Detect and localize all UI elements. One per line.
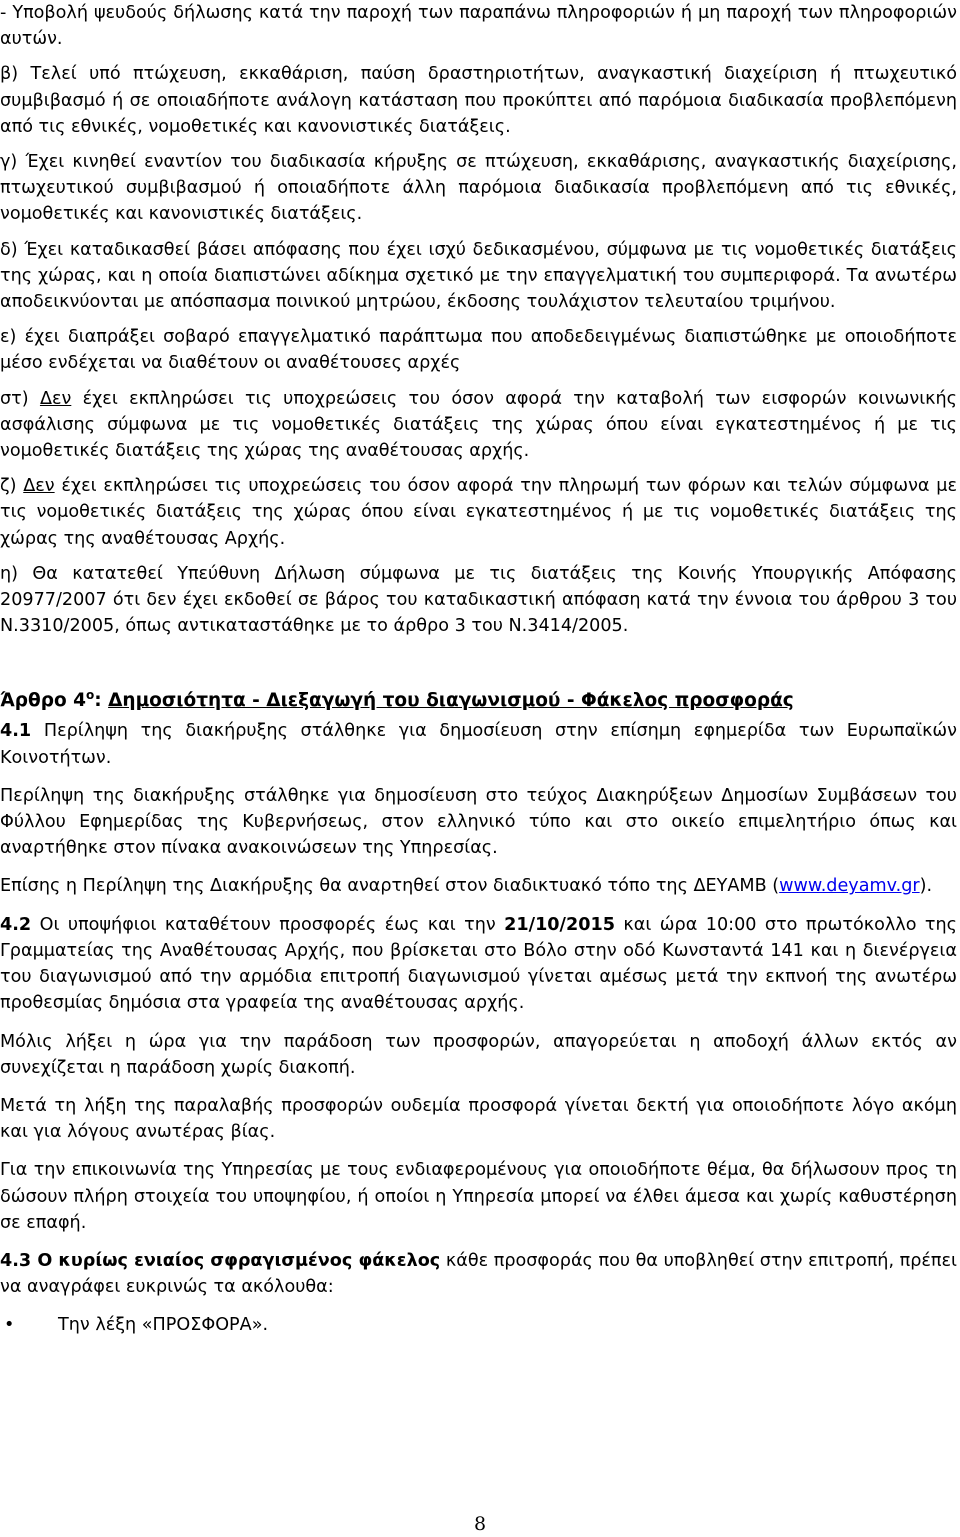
article-superscript: ο (85, 688, 95, 703)
paragraph-b: β) Τελεί υπό πτώχευση, εκκαθάριση, παύση δραστηριοτήτων, αναγκαστική διαχείριση ή πτωχευτικό συμβιβασμό ή σε οποιαδήποτε ανάλογη κατάσταση που προκύπτει από παρόμοια διαδικασία προβλεπόμενη από τις εθνικές, νομοθετικές και κανονιστικές διατάξεις. (0, 64, 957, 137)
paragraph-st-prefix: στ) (0, 388, 40, 409)
section-4-1-paragraph-3 (0, 873, 957, 899)
paragraph-z-prefix: ζ) (0, 476, 24, 497)
paragraph-z-underlined: Δεν (23, 476, 55, 497)
paragraph-d: δ) Έχει καταδικασθεί βάσει απόφασης που έχει ισχύ δεδικασμένου, σύμφωνα με τις νομοθετικές διατάξεις της χώρας, και η οποία διαπιστώνει αδίκημα σχετικό με την επαγγελματική του συμπεριφορά. Τα ανωτέρω αποδεικνύονται με απόσπασμα ποινικού μητρώου, έκδοσης τουλάχιστον τελευταίου τριμήνου. (0, 239, 957, 313)
paragraph-z-rest: έχει εκπληρώσει τις υποχρεώσεις του όσον αφορά την πληρωμή των φόρων και τελών σύμφωνα με τις νομοθετικές διατάξεις της χώρας όπου είναι εγκατεστημένος ή με τις νομοθετικές διατάξεις της χώρας της αναθέτουσας Αρχής. (0, 476, 958, 549)
section-4-1-paragraph-1 (0, 718, 957, 770)
article-prefix: Άρθρο 4 (0, 690, 86, 712)
submission-deadline-date: 21/10/2015 (504, 914, 615, 935)
section-4-2-paragraph-4: Για την επικοινωνία της Υπηρεσίας με τους ενδιαφερομένους για οποιοδήποτε θέμα, θα δήλωσουν προς τη δώσουν πλήρη στοιχεία του υποψηφίου, ή οποίοι η Υπηρεσία μπορεί να έλθει άμεσα και χωρίς καθυστέρηση σε επαφή. (0, 1160, 957, 1233)
section-4-3-text: κάθε προσφοράς που θα υποβληθεί στην επιτροπή, πρέπει να αναγράφει ευκρινώς τα ακόλουθα: (0, 1250, 957, 1298)
section-4-1-paragraph-2: Περίληψη της διακήρυξης στάλθηκε για δημοσίευση στο τεύχος Διακηρύξεων Δημοσίων Συμβάσεων του Φύλλου Εφημερίδας της Κυβερνήσεως, στον ελληνικό τύπο και στο οικείο επιμελητήριο όπως και αναρτήθηκε στον πίνακα ανακοινώσεων της Υπηρεσίας. (0, 785, 957, 859)
section-4-2-paragraph-1 (0, 912, 957, 1017)
paragraph-c: γ) Έχει κινηθεί εναντίον του διαδικασία κήρυξης σε πτώχευση, εκκαθάρισης, αναγκαστικής διαχείρισης, πτωχευτικού συμβιβασμού ή οποιαδήποτε άλλη παρόμοια διαδικασία προβλεπόμενη από τις εθνικές, νομοθετικές και κανονιστικές διατάξεις. (0, 152, 957, 225)
bullet-list-item (0, 1312, 957, 1338)
section-4-1-text: Περίληψη της διακήρυξης στάλθηκε για δημοσίευση στην επίσημη εφημερίδα των Ευρωπαϊκών Κοινοτήτων. (0, 721, 957, 768)
deyamv-website-link[interactable]: www.deyamv.gr (779, 876, 920, 897)
paragraph-st (0, 386, 957, 465)
section-4-2-paragraph-2: Μόλις λήξει η ώρα για την παράδοση των προσφορών, απαγορεύεται η αποδοχή άλλων εκτός αν συνεχίζεται η παράδοση χωρίς διακοπή. (0, 1031, 957, 1078)
section-4-1-p3-before: Επίσης η Περίληψη της Διακήρυξης θα αναρτηθεί στον διαδικτυακό τόπο της ΔΕΥΑΜΒ ( (0, 876, 780, 897)
paragraph-st-underlined: Δεν (39, 388, 72, 409)
article-title: Δημοσιότητα - Διεξαγωγή του διαγωνισμού - Φάκελος προσφοράς (108, 690, 794, 712)
bullet-item-text: Την λέξη «ΠΡΟΣΦΟΡΑ». (58, 1315, 269, 1336)
section-4-1-p3-after: ). (919, 876, 933, 897)
paragraph-st-rest: έχει εκπληρώσει τις υποχρεώσεις του όσον αφορά την καταβολή των εισφορών κοινωνικής ασφάλισης σύμφωνα με τις νομοθετικές διατάξεις της χώρας όπου είναι εγκατεστημένος ή με τις νομοθετικές διατάξεις της χώρας της αναθέτουσας αρχής. (0, 388, 957, 462)
section-4-2-number: 4.2 (0, 914, 32, 935)
section-4-2-paragraph-3: Μετά τη λήξη της παραλαβής προσφορών ουδεμία προσφορά γίνεται δεκτή για οποιοδήποτε λόγο ακόμη και για λόγους ανωτέρας βίας. (0, 1095, 957, 1143)
page-number: 8 (473, 1513, 487, 1535)
article-colon: : (94, 690, 109, 712)
section-4-1-number: 4.1 (0, 721, 32, 742)
section-4-3-paragraph (0, 1248, 957, 1300)
section-4-2-text-b: και ώρα 10:00 στο πρωτόκολλο της Γραμματείας της Αναθέτουσας Αρχής, που βρίσκεται στο Βόλο στην οδό Κωνσταντά 141 και η διενέργεια του διαγωνισμού από την αρμόδια επιτροπή διαγωνισμού γίνεται αμέσως μετά την εκπνοή της ανωτέρω προθεσμίας δημόσια στα γραφεία της αναθέτουσας αρχής. (0, 914, 957, 1014)
paragraph-a-continuation: - Υποβολή ψευδούς δήλωσης κατά την παροχή των παραπάνω πληροφοριών ή μη παροχή των πληροφοριών αυτών. (0, 3, 957, 50)
article-heading (0, 688, 957, 714)
paragraph-e: ε) έχει διαπράξει σοβαρό επαγγελματικό παράπτωμα που αποδεδειγμένως διαπιστώθηκε με οποιοδήποτε μέσο ενδέχεται να διαθέτουν οι αναθέτουσες αρχές (0, 327, 957, 374)
bullet-icon: • (4, 1315, 15, 1336)
section-4-3-title: 4.3 Ο κυρίως ενιαίος σφραγισμένος φάκελος (0, 1250, 441, 1271)
paragraph-h: η) Θα κατατεθεί Υπεύθυνη Δήλωση σύμφωνα με τις διατάξεις της Κοινής Υπουργικής Απόφασης 20977/2007 ότι δεν έχει εκδοθεί σε βάρος του καταδικαστική απόφαση κατά την έννοια του άρθρου 3 του Ν.3310/2005, όπως αντικαταστάθηκε με το άρθρο 3 του Ν.3414/2005. (0, 563, 957, 637)
section-4-2-text-a: Οι υποψήφιοι καταθέτουν προσφορές έως και την (31, 914, 505, 935)
paragraph-z (0, 473, 957, 552)
